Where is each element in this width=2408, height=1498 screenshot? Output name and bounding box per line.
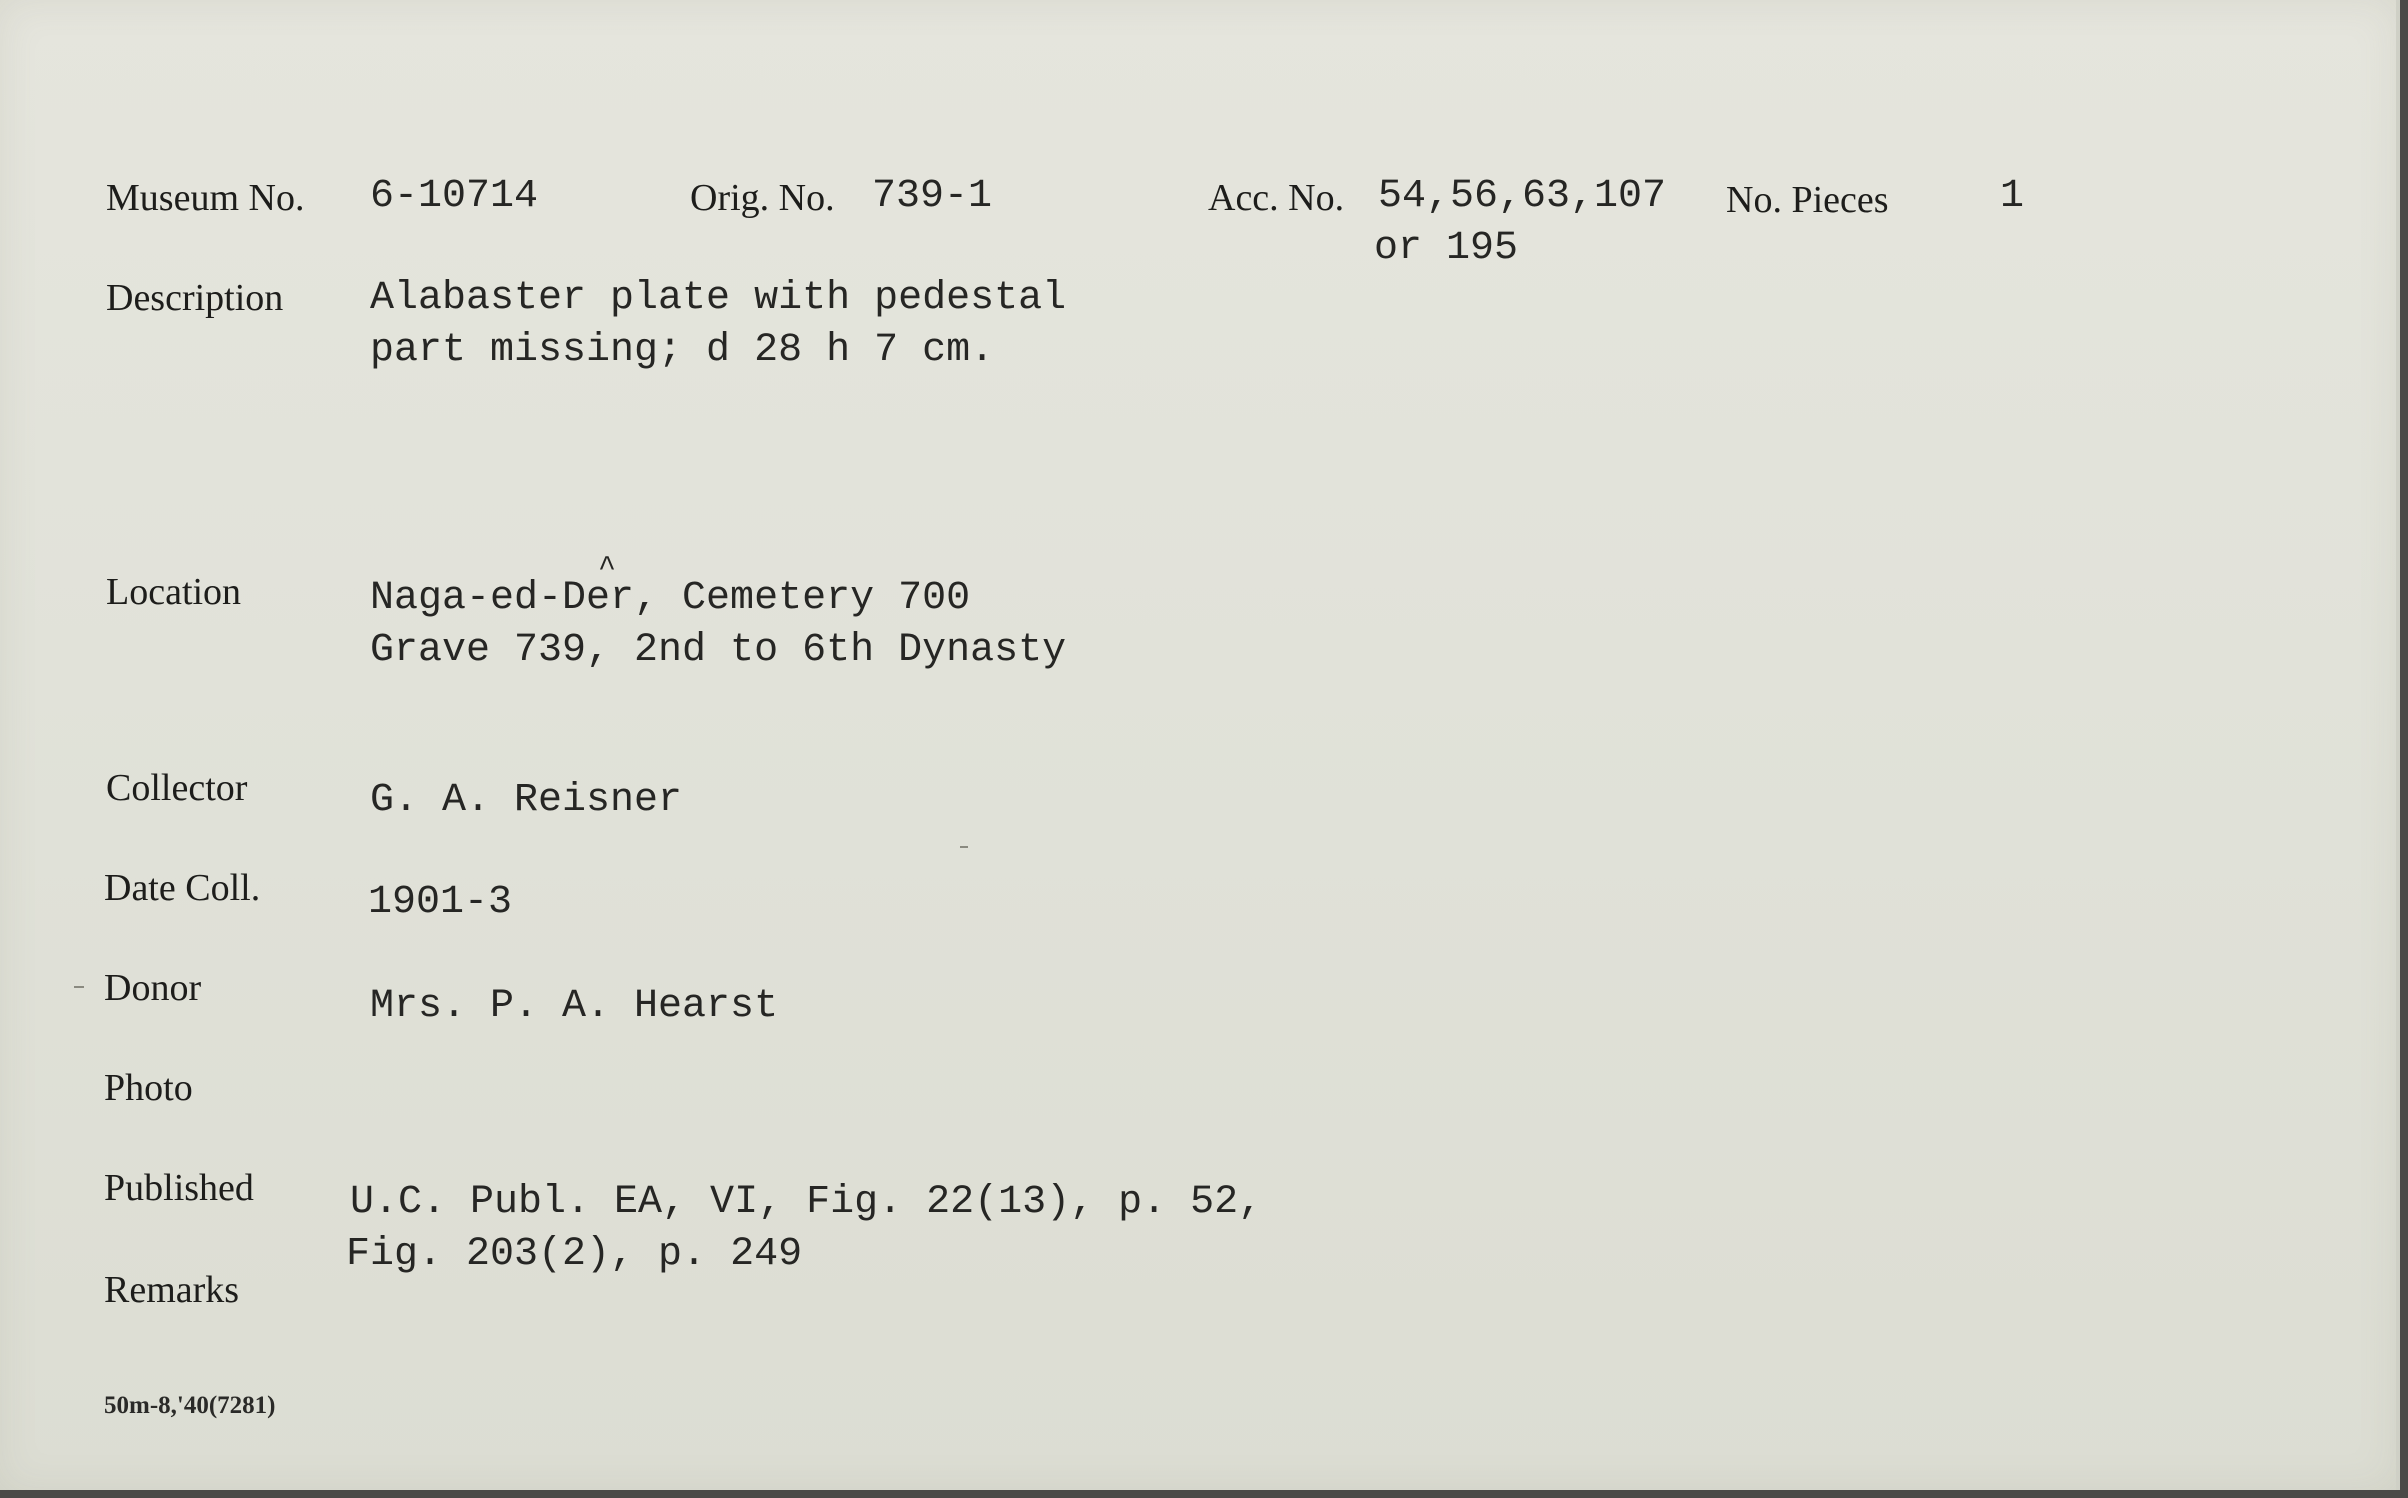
description-label: Description <box>106 277 284 319</box>
circumflex-mark: ^ <box>598 552 617 586</box>
description-value-line2: part missing; d 28 h 7 cm. <box>370 328 995 373</box>
photo-label: Photo <box>104 1067 193 1109</box>
published-value-line1: U.C. Publ. EA, VI, Fig. 22(13), p. 52, <box>350 1180 1263 1225</box>
acc-no-label: Acc. No. <box>1208 177 1345 219</box>
museum-no-value: 6-10714 <box>370 174 539 219</box>
acc-no-value-line1: 54,56,63,107 <box>1378 174 1667 219</box>
location-label: Location <box>106 571 242 613</box>
donor-label: Donor <box>104 967 202 1009</box>
remarks-label: Remarks <box>104 1269 240 1311</box>
orig-no-value: 739-1 <box>872 174 993 219</box>
collector-value: G. A. Reisner <box>370 778 683 823</box>
collector-label: Collector <box>106 767 248 809</box>
date-coll-value: 1901-3 <box>368 880 513 925</box>
location-value-line1: Naga-ed-Der, Cemetery 700 <box>370 576 971 621</box>
date-coll-label: Date Coll. <box>104 867 261 909</box>
orig-no-label: Orig. No. <box>690 177 835 219</box>
card-speck <box>960 846 968 848</box>
no-pieces-label: No. Pieces <box>1726 179 1889 221</box>
published-label: Published <box>104 1167 254 1209</box>
museum-no-label: Museum No. <box>106 177 305 219</box>
no-pieces-value: 1 <box>2000 174 2025 219</box>
card-speck <box>74 986 84 988</box>
print-code: 50m-8,'40(7281) <box>104 1392 276 1419</box>
donor-value: Mrs. P. A. Hearst <box>370 984 779 1029</box>
description-value-line1: Alabaster plate with pedestal <box>370 276 1067 321</box>
published-value-line2: Fig. 203(2), p. 249 <box>346 1232 803 1277</box>
location-value-line2: Grave 739, 2nd to 6th Dynasty <box>370 628 1067 673</box>
acc-no-value-line2: or 195 <box>1374 226 1519 271</box>
